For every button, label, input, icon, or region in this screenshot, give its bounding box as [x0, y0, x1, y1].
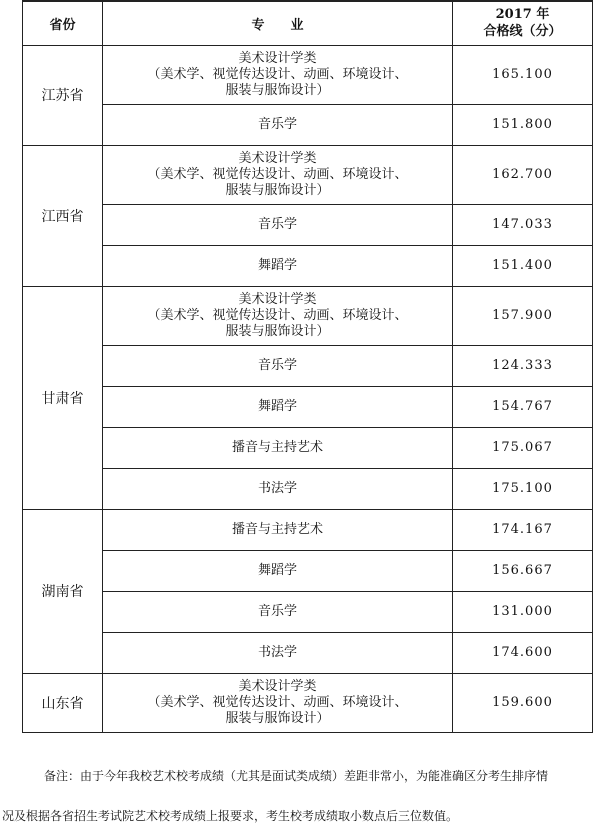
major-cell [103, 673, 453, 732]
table-row [23, 632, 593, 673]
major-line: （美术学、视觉传达设计、动画、环境设计、 [147, 166, 408, 182]
major-cell [103, 386, 453, 427]
score-cell: 165.100 [453, 45, 593, 104]
major-line: 美术设计学类 [238, 50, 317, 66]
score-cell: 174.600 [453, 632, 593, 673]
table-row [23, 204, 593, 245]
province-cell: 湖南省 [23, 509, 103, 673]
score-cell: 157.900 [453, 286, 593, 345]
note-line-1: 备注：由于今年我校艺术校考成绩（尤其是面试类成绩）差距非常小，为能准确区分考生排序情 [44, 769, 549, 783]
major-line: 舞蹈学 [257, 398, 297, 414]
province-cell: 甘肃省 [23, 286, 103, 509]
major-cell [103, 204, 453, 245]
major-line: 音乐学 [257, 603, 297, 619]
table-row [23, 427, 593, 468]
score-cell: 175.100 [453, 468, 593, 509]
header-score [453, 1, 593, 45]
score-cell: 156.667 [453, 550, 593, 591]
table-row [23, 509, 593, 550]
table-row [23, 550, 593, 591]
major-line: 舞蹈学 [257, 562, 297, 578]
major-line: （美术学、视觉传达设计、动画、环境设计、 [147, 307, 408, 323]
table-row [23, 673, 593, 732]
score-cell: 159.600 [453, 673, 593, 732]
header-score-label: 合格线（分） [483, 24, 562, 40]
header-major: 专 业 [103, 1, 453, 45]
major-cell [103, 345, 453, 386]
table-row [23, 245, 593, 286]
major-cell [103, 427, 453, 468]
score-table [22, 0, 593, 733]
score-cell: 147.033 [453, 204, 593, 245]
table-row [23, 104, 593, 145]
table-row [23, 286, 593, 345]
province-cell: 江苏省 [23, 45, 103, 145]
major-line: 美术设计学类 [238, 291, 317, 307]
major-line: （美术学、视觉传达设计、动画、环境设计、 [147, 66, 408, 82]
major-cell [103, 245, 453, 286]
major-line: 服装与服饰设计） [225, 82, 330, 98]
major-line: 美术设计学类 [238, 150, 317, 166]
major-line: 书法学 [257, 644, 297, 660]
major-line: 服装与服饰设计） [225, 323, 330, 339]
major-line: 服装与服饰设计） [225, 710, 330, 726]
major-line: 美术设计学类 [238, 678, 317, 694]
major-line: （美术学、视觉传达设计、动画、环境设计、 [147, 694, 408, 710]
major-line: 服装与服饰设计） [225, 182, 330, 198]
major-line: 播音与主持艺术 [231, 521, 323, 537]
major-cell [103, 286, 453, 345]
major-line: 播音与主持艺术 [231, 439, 323, 455]
major-cell [103, 468, 453, 509]
major-cell [103, 104, 453, 145]
table-row [23, 468, 593, 509]
major-cell [103, 509, 453, 550]
score-cell: 151.400 [453, 245, 593, 286]
table-body [23, 45, 593, 732]
score-cell: 131.000 [453, 591, 593, 632]
major-line: 音乐学 [257, 116, 297, 132]
header-province: 省份 [23, 1, 103, 45]
major-cell [103, 145, 453, 204]
major-cell [103, 550, 453, 591]
table-row [23, 45, 593, 104]
note-line-2: 况及根据各省招生考试院艺术校考成绩上报要求，考生校考成绩取小数点后三位数值。 [2, 809, 459, 823]
major-cell [103, 45, 453, 104]
major-line: 书法学 [257, 480, 297, 496]
score-cell: 162.700 [453, 145, 593, 204]
score-cell: 124.333 [453, 345, 593, 386]
major-cell [103, 591, 453, 632]
score-cell: 175.067 [453, 427, 593, 468]
province-cell: 江西省 [23, 145, 103, 286]
score-cell: 174.167 [453, 509, 593, 550]
table-header-row [23, 1, 593, 45]
major-line: 音乐学 [257, 357, 297, 373]
table-row [23, 386, 593, 427]
major-line: 舞蹈学 [257, 257, 297, 273]
major-line: 音乐学 [257, 216, 297, 232]
province-cell: 山东省 [23, 673, 103, 732]
table-row [23, 145, 593, 204]
table-row [23, 591, 593, 632]
score-cell: 151.800 [453, 104, 593, 145]
table-row [23, 345, 593, 386]
header-year: 2017 年 [495, 7, 550, 23]
score-cell: 154.767 [453, 386, 593, 427]
major-cell [103, 632, 453, 673]
